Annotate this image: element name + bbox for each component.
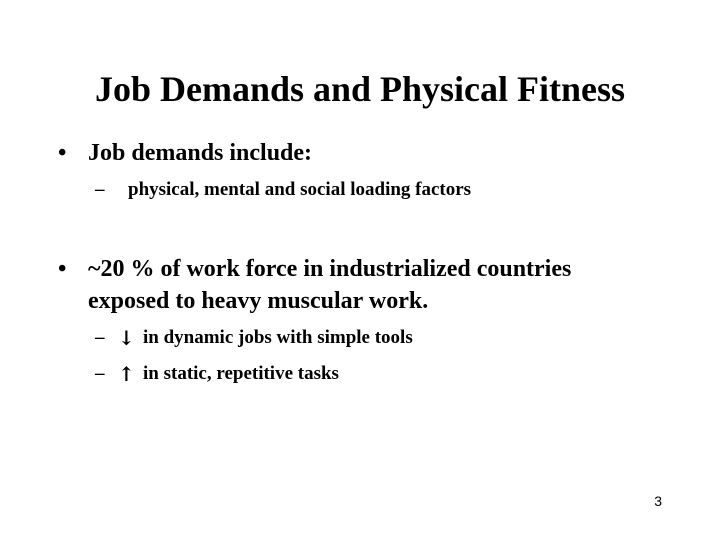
bullet-job-demands (58, 137, 678, 169)
up-arrow-icon: ↑ (118, 362, 135, 386)
subitem-loading-factors (95, 177, 615, 203)
down-arrow-icon: ↓ (118, 326, 135, 350)
bullet-work-force (58, 253, 678, 317)
dash-marker: – (95, 179, 105, 200)
dash-marker: – (95, 327, 105, 348)
bullet-text-line-2: exposed to heavy muscular work. (88, 288, 429, 314)
dash-marker: – (95, 363, 105, 384)
subitem-text: in static, repetitive tasks (143, 363, 339, 384)
subitem-static-tasks (95, 361, 515, 387)
bullet-text: Job demands include: (88, 140, 313, 166)
subitem-text: in dynamic jobs with simple tools (143, 327, 413, 348)
page-number: 3 (654, 493, 662, 509)
bullet-text-line-1: ~20 % of work force in industrialized countries (88, 256, 572, 282)
bullet-marker: • (58, 140, 67, 166)
slide-title: Job Demands and Physical Fitness (94, 69, 626, 109)
subitem-text: physical, mental and social loading factors (128, 179, 472, 200)
bullet-marker: • (58, 256, 67, 282)
subitem-dynamic-jobs (95, 325, 515, 351)
